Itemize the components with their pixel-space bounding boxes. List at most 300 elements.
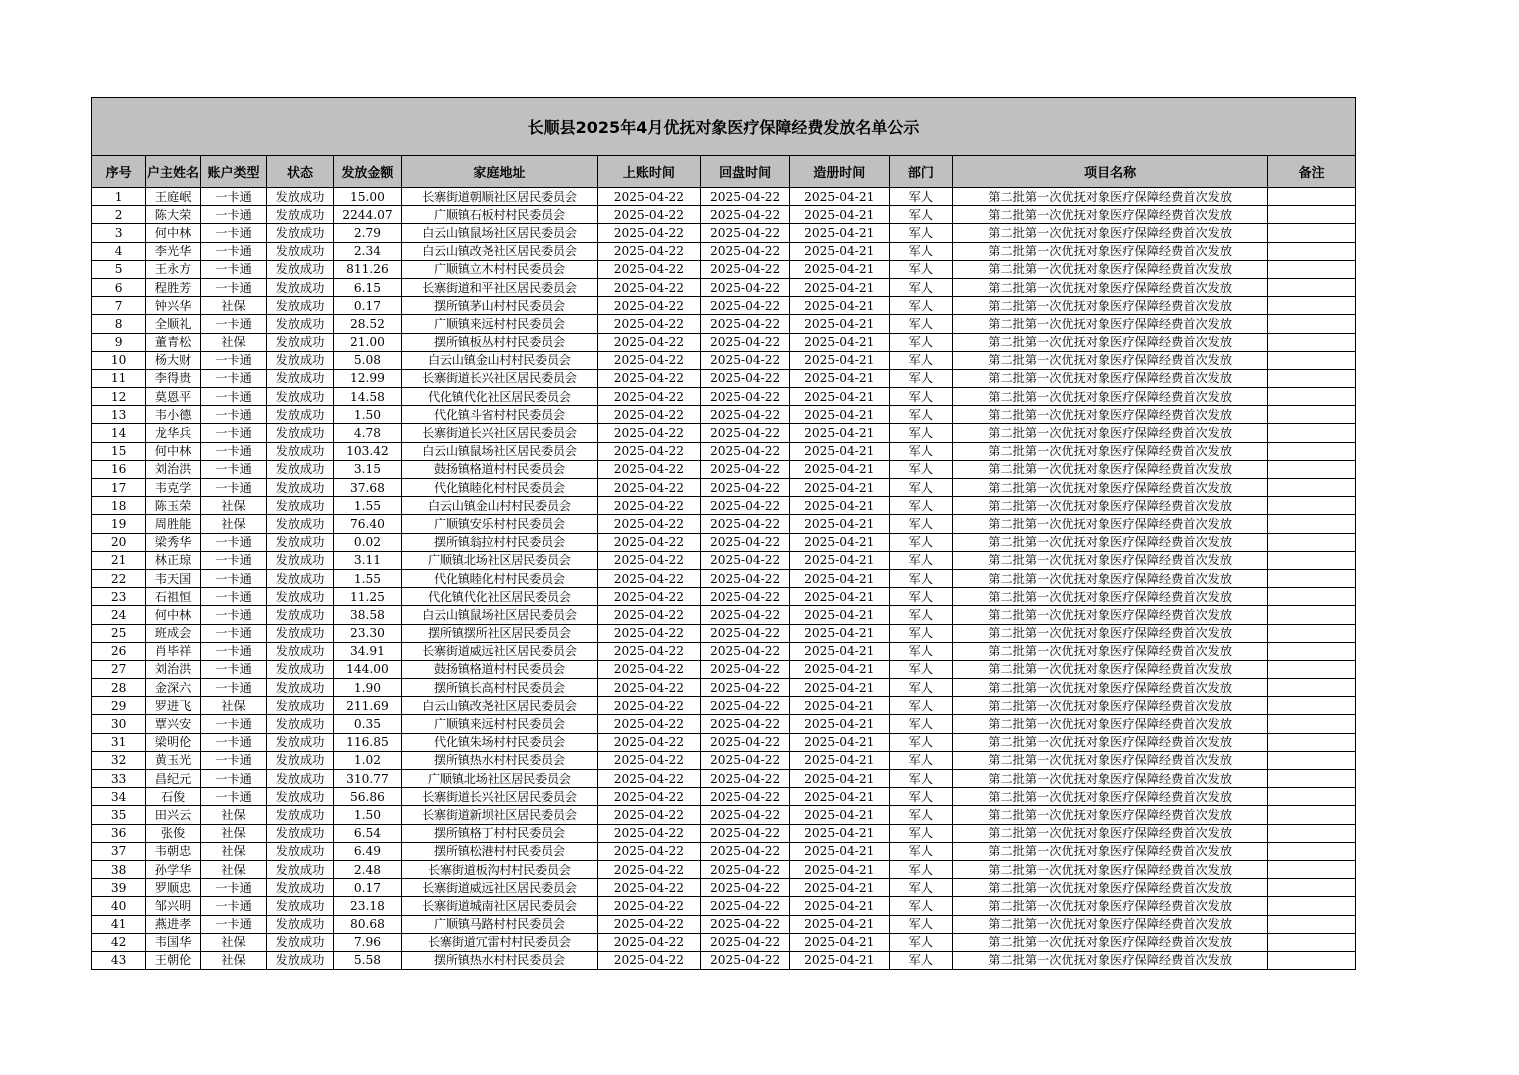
cell-col-department: 军人 — [889, 551, 952, 569]
cell-col-project: 第二批第一次优抚对象医疗保障经费首次发放 — [953, 406, 1268, 424]
cell-col-status: 发放成功 — [267, 606, 333, 624]
cell-col-householder: 覃兴安 — [146, 715, 200, 733]
cell-col-return-time: 2025-04-22 — [701, 751, 790, 769]
cell-col-householder: 罗进飞 — [146, 697, 200, 715]
table-row — [92, 588, 1356, 606]
cell-col-address: 代化镇代化社区居民委员会 — [402, 588, 597, 606]
cell-col-department: 军人 — [889, 751, 952, 769]
cell-col-department: 军人 — [889, 460, 952, 478]
cell-col-address: 鼓扬镇格道村村民委员会 — [402, 660, 597, 678]
cell-col-remark — [1268, 915, 1356, 933]
cell-col-project: 第二批第一次优抚对象医疗保障经费首次发放 — [953, 260, 1268, 278]
cell-col-account-type: 一卡通 — [200, 624, 266, 642]
cell-col-department: 军人 — [889, 260, 952, 278]
cell-col-return-time: 2025-04-22 — [701, 606, 790, 624]
cell-col-register-time: 2025-04-21 — [789, 278, 889, 296]
cell-col-index: 27 — [92, 660, 146, 678]
cell-col-project: 第二批第一次优抚对象医疗保障经费首次发放 — [953, 733, 1268, 751]
cell-col-address: 鼓扬镇格道村村民委员会 — [402, 460, 597, 478]
cell-col-department: 军人 — [889, 770, 952, 788]
cell-col-householder: 董青松 — [146, 333, 200, 351]
table-body — [92, 188, 1356, 970]
cell-col-remark — [1268, 860, 1356, 878]
cell-col-account-type: 社保 — [200, 497, 266, 515]
header-col-householder: 户主姓名 — [146, 156, 200, 188]
cell-col-householder: 林正琼 — [146, 551, 200, 569]
cell-col-credit-time: 2025-04-22 — [597, 715, 701, 733]
cell-col-return-time: 2025-04-22 — [701, 278, 790, 296]
cell-col-return-time: 2025-04-22 — [701, 297, 790, 315]
cell-col-amount: 34.91 — [333, 642, 401, 660]
cell-col-remark — [1268, 951, 1356, 969]
cell-col-department: 军人 — [889, 188, 952, 206]
cell-col-credit-time: 2025-04-22 — [597, 297, 701, 315]
cell-col-status: 发放成功 — [267, 715, 333, 733]
cell-col-householder: 韦克学 — [146, 479, 200, 497]
cell-col-amount: 15.00 — [333, 188, 401, 206]
cell-col-credit-time: 2025-04-22 — [597, 442, 701, 460]
cell-col-account-type: 一卡通 — [200, 660, 266, 678]
cell-col-project: 第二批第一次优抚对象医疗保障经费首次发放 — [953, 679, 1268, 697]
table-row — [92, 533, 1356, 551]
cell-col-register-time: 2025-04-21 — [789, 297, 889, 315]
cell-col-project: 第二批第一次优抚对象医疗保障经费首次发放 — [953, 770, 1268, 788]
cell-col-householder: 梁秀华 — [146, 533, 200, 551]
cell-col-remark — [1268, 242, 1356, 260]
cell-col-status: 发放成功 — [267, 770, 333, 788]
cell-col-remark — [1268, 278, 1356, 296]
table-row — [92, 660, 1356, 678]
cell-col-return-time: 2025-04-22 — [701, 533, 790, 551]
cell-col-status: 发放成功 — [267, 660, 333, 678]
cell-col-register-time: 2025-04-21 — [789, 333, 889, 351]
cell-col-account-type: 一卡通 — [200, 715, 266, 733]
cell-col-householder: 昌纪元 — [146, 770, 200, 788]
cell-col-project: 第二批第一次优抚对象医疗保障经费首次发放 — [953, 242, 1268, 260]
table-row — [92, 424, 1356, 442]
table-row — [92, 806, 1356, 824]
cell-col-department: 军人 — [889, 588, 952, 606]
disbursement-table — [91, 97, 1356, 970]
header-col-status: 状态 — [267, 156, 333, 188]
cell-col-address: 代化镇斗省村村民委员会 — [402, 406, 597, 424]
table-row — [92, 369, 1356, 387]
cell-col-householder: 龙华兵 — [146, 424, 200, 442]
cell-col-status: 发放成功 — [267, 915, 333, 933]
cell-col-account-type: 一卡通 — [200, 551, 266, 569]
cell-col-credit-time: 2025-04-22 — [597, 842, 701, 860]
cell-col-householder: 肖毕祥 — [146, 642, 200, 660]
cell-col-address: 长寨街道朝顺社区居民委员会 — [402, 188, 597, 206]
cell-col-address: 广顺镇来远村村民委员会 — [402, 715, 597, 733]
cell-col-return-time: 2025-04-22 — [701, 879, 790, 897]
cell-col-account-type: 一卡通 — [200, 424, 266, 442]
cell-col-department: 军人 — [889, 879, 952, 897]
cell-col-index: 40 — [92, 897, 146, 915]
cell-col-index: 20 — [92, 533, 146, 551]
header-col-account-type: 账户类型 — [200, 156, 266, 188]
cell-col-householder: 刘治洪 — [146, 460, 200, 478]
cell-col-householder: 钟兴华 — [146, 297, 200, 315]
cell-col-householder: 石俊 — [146, 788, 200, 806]
cell-col-index: 15 — [92, 442, 146, 460]
cell-col-address: 广顺镇北场社区居民委员会 — [402, 551, 597, 569]
cell-col-credit-time: 2025-04-22 — [597, 551, 701, 569]
cell-col-return-time: 2025-04-22 — [701, 260, 790, 278]
table-row — [92, 569, 1356, 587]
cell-col-credit-time: 2025-04-22 — [597, 824, 701, 842]
cell-col-status: 发放成功 — [267, 315, 333, 333]
cell-col-status: 发放成功 — [267, 388, 333, 406]
cell-col-remark — [1268, 606, 1356, 624]
cell-col-project: 第二批第一次优抚对象医疗保障经费首次发放 — [953, 788, 1268, 806]
cell-col-address: 摆所镇热水村村民委员会 — [402, 751, 597, 769]
cell-col-index: 22 — [92, 569, 146, 587]
header-col-remark: 备注 — [1268, 156, 1356, 188]
cell-col-return-time: 2025-04-22 — [701, 242, 790, 260]
cell-col-amount: 5.58 — [333, 951, 401, 969]
cell-col-register-time: 2025-04-21 — [789, 897, 889, 915]
cell-col-credit-time: 2025-04-22 — [597, 515, 701, 533]
cell-col-index: 21 — [92, 551, 146, 569]
cell-col-status: 发放成功 — [267, 642, 333, 660]
cell-col-project: 第二批第一次优抚对象医疗保障经费首次发放 — [953, 588, 1268, 606]
cell-col-account-type: 社保 — [200, 951, 266, 969]
cell-col-project: 第二批第一次优抚对象医疗保障经费首次发放 — [953, 660, 1268, 678]
cell-col-address: 长寨街道威远社区居民委员会 — [402, 642, 597, 660]
cell-col-department: 军人 — [889, 660, 952, 678]
cell-col-account-type: 社保 — [200, 842, 266, 860]
cell-col-account-type: 一卡通 — [200, 588, 266, 606]
cell-col-project: 第二批第一次优抚对象医疗保障经费首次发放 — [953, 951, 1268, 969]
cell-col-amount: 76.40 — [333, 515, 401, 533]
cell-col-address: 摆所镇格丁村村民委员会 — [402, 824, 597, 842]
cell-col-address: 长寨街道长兴社区居民委员会 — [402, 369, 597, 387]
cell-col-department: 军人 — [889, 897, 952, 915]
cell-col-return-time: 2025-04-22 — [701, 842, 790, 860]
cell-col-project: 第二批第一次优抚对象医疗保障经费首次发放 — [953, 497, 1268, 515]
table-row — [92, 715, 1356, 733]
cell-col-credit-time: 2025-04-22 — [597, 406, 701, 424]
cell-col-address: 摆所镇松港村村民委员会 — [402, 842, 597, 860]
cell-col-account-type: 一卡通 — [200, 260, 266, 278]
cell-col-return-time: 2025-04-22 — [701, 624, 790, 642]
cell-col-account-type: 社保 — [200, 297, 266, 315]
cell-col-amount: 23.30 — [333, 624, 401, 642]
cell-col-index: 6 — [92, 278, 146, 296]
cell-col-amount: 6.49 — [333, 842, 401, 860]
cell-col-register-time: 2025-04-21 — [789, 588, 889, 606]
cell-col-householder: 韦天国 — [146, 569, 200, 587]
table-row — [92, 951, 1356, 969]
cell-col-department: 军人 — [889, 679, 952, 697]
cell-col-credit-time: 2025-04-22 — [597, 697, 701, 715]
table-row — [92, 188, 1356, 206]
cell-col-return-time: 2025-04-22 — [701, 206, 790, 224]
cell-col-register-time: 2025-04-21 — [789, 260, 889, 278]
cell-col-address: 摆所镇长高村村民委员会 — [402, 679, 597, 697]
cell-col-credit-time: 2025-04-22 — [597, 642, 701, 660]
cell-col-remark — [1268, 751, 1356, 769]
cell-col-register-time: 2025-04-21 — [789, 624, 889, 642]
cell-col-credit-time: 2025-04-22 — [597, 679, 701, 697]
cell-col-status: 发放成功 — [267, 551, 333, 569]
cell-col-department: 军人 — [889, 860, 952, 878]
cell-col-status: 发放成功 — [267, 497, 333, 515]
cell-col-register-time: 2025-04-21 — [789, 770, 889, 788]
cell-col-amount: 38.58 — [333, 606, 401, 624]
cell-col-register-time: 2025-04-21 — [789, 715, 889, 733]
cell-col-project: 第二批第一次优抚对象医疗保障经费首次发放 — [953, 333, 1268, 351]
table-row — [92, 315, 1356, 333]
cell-col-remark — [1268, 933, 1356, 951]
cell-col-register-time: 2025-04-21 — [789, 515, 889, 533]
cell-col-status: 发放成功 — [267, 533, 333, 551]
cell-col-index: 33 — [92, 770, 146, 788]
cell-col-status: 发放成功 — [267, 679, 333, 697]
cell-col-return-time: 2025-04-22 — [701, 660, 790, 678]
cell-col-department: 军人 — [889, 224, 952, 242]
cell-col-credit-time: 2025-04-22 — [597, 915, 701, 933]
table-row — [92, 333, 1356, 351]
cell-col-index: 16 — [92, 460, 146, 478]
cell-col-project: 第二批第一次优抚对象医疗保障经费首次发放 — [953, 188, 1268, 206]
cell-col-householder: 韦小德 — [146, 406, 200, 424]
header-col-credit-time: 上账时间 — [597, 156, 701, 188]
cell-col-credit-time: 2025-04-22 — [597, 751, 701, 769]
cell-col-credit-time: 2025-04-22 — [597, 460, 701, 478]
cell-col-address: 白云山镇鼠场社区居民委员会 — [402, 606, 597, 624]
cell-col-amount: 2.34 — [333, 242, 401, 260]
cell-col-register-time: 2025-04-21 — [789, 206, 889, 224]
cell-col-address: 摆所镇热水村村民委员会 — [402, 951, 597, 969]
cell-col-remark — [1268, 442, 1356, 460]
cell-col-address: 长寨街道和平社区居民委员会 — [402, 278, 597, 296]
cell-col-project: 第二批第一次优抚对象医疗保障经费首次发放 — [953, 751, 1268, 769]
cell-col-return-time: 2025-04-22 — [701, 860, 790, 878]
table-row — [92, 697, 1356, 715]
table-row — [92, 897, 1356, 915]
cell-col-index: 1 — [92, 188, 146, 206]
cell-col-status: 发放成功 — [267, 860, 333, 878]
table-row — [92, 297, 1356, 315]
cell-col-index: 19 — [92, 515, 146, 533]
cell-col-householder: 杨大财 — [146, 351, 200, 369]
header-col-department: 部门 — [889, 156, 952, 188]
cell-col-register-time: 2025-04-21 — [789, 188, 889, 206]
cell-col-account-type: 一卡通 — [200, 460, 266, 478]
column-header-row — [92, 156, 1356, 188]
cell-col-credit-time: 2025-04-22 — [597, 660, 701, 678]
cell-col-remark — [1268, 624, 1356, 642]
header-col-index: 序号 — [92, 156, 146, 188]
cell-col-status: 发放成功 — [267, 824, 333, 842]
cell-col-remark — [1268, 788, 1356, 806]
cell-col-department: 军人 — [889, 369, 952, 387]
cell-col-account-type: 一卡通 — [200, 915, 266, 933]
cell-col-amount: 21.00 — [333, 333, 401, 351]
cell-col-return-time: 2025-04-22 — [701, 333, 790, 351]
cell-col-status: 发放成功 — [267, 897, 333, 915]
cell-col-account-type: 社保 — [200, 824, 266, 842]
cell-col-department: 军人 — [889, 606, 952, 624]
cell-col-return-time: 2025-04-22 — [701, 697, 790, 715]
cell-col-index: 32 — [92, 751, 146, 769]
cell-col-index: 18 — [92, 497, 146, 515]
cell-col-register-time: 2025-04-21 — [789, 569, 889, 587]
cell-col-status: 发放成功 — [267, 260, 333, 278]
cell-col-account-type: 一卡通 — [200, 606, 266, 624]
cell-col-status: 发放成功 — [267, 206, 333, 224]
cell-col-account-type: 社保 — [200, 333, 266, 351]
cell-col-status: 发放成功 — [267, 751, 333, 769]
cell-col-index: 43 — [92, 951, 146, 969]
cell-col-register-time: 2025-04-21 — [789, 369, 889, 387]
cell-col-register-time: 2025-04-21 — [789, 806, 889, 824]
cell-col-credit-time: 2025-04-22 — [597, 351, 701, 369]
cell-col-householder: 石祖恒 — [146, 588, 200, 606]
header-col-register-time: 造册时间 — [789, 156, 889, 188]
cell-col-status: 发放成功 — [267, 333, 333, 351]
cell-col-credit-time: 2025-04-22 — [597, 606, 701, 624]
cell-col-project: 第二批第一次优抚对象医疗保障经费首次发放 — [953, 315, 1268, 333]
cell-col-index: 37 — [92, 842, 146, 860]
cell-col-return-time: 2025-04-22 — [701, 369, 790, 387]
table-row — [92, 406, 1356, 424]
cell-col-amount: 1.55 — [333, 497, 401, 515]
cell-col-householder: 田兴云 — [146, 806, 200, 824]
cell-col-return-time: 2025-04-22 — [701, 479, 790, 497]
cell-col-householder: 张俊 — [146, 824, 200, 842]
cell-col-householder: 黄玉光 — [146, 751, 200, 769]
cell-col-return-time: 2025-04-22 — [701, 733, 790, 751]
cell-col-project: 第二批第一次优抚对象医疗保障经费首次发放 — [953, 533, 1268, 551]
cell-col-index: 35 — [92, 806, 146, 824]
cell-col-amount: 811.26 — [333, 260, 401, 278]
cell-col-address: 长寨街道威远社区居民委员会 — [402, 879, 597, 897]
cell-col-status: 发放成功 — [267, 278, 333, 296]
cell-col-remark — [1268, 388, 1356, 406]
cell-col-register-time: 2025-04-21 — [789, 606, 889, 624]
cell-col-amount: 4.78 — [333, 424, 401, 442]
cell-col-remark — [1268, 497, 1356, 515]
cell-col-account-type: 一卡通 — [200, 897, 266, 915]
cell-col-address: 代化镇朱场村村民委员会 — [402, 733, 597, 751]
cell-col-address: 摆所镇摆所社区居民委员会 — [402, 624, 597, 642]
table-row — [92, 824, 1356, 842]
cell-col-address: 长寨街道城南社区居民委员会 — [402, 897, 597, 915]
cell-col-index: 39 — [92, 879, 146, 897]
cell-col-register-time: 2025-04-21 — [789, 406, 889, 424]
cell-col-return-time: 2025-04-22 — [701, 897, 790, 915]
cell-col-project: 第二批第一次优抚对象医疗保障经费首次发放 — [953, 624, 1268, 642]
cell-col-status: 发放成功 — [267, 406, 333, 424]
cell-col-return-time: 2025-04-22 — [701, 460, 790, 478]
cell-col-account-type: 社保 — [200, 697, 266, 715]
cell-col-remark — [1268, 297, 1356, 315]
cell-col-remark — [1268, 806, 1356, 824]
cell-col-project: 第二批第一次优抚对象医疗保障经费首次发放 — [953, 806, 1268, 824]
cell-col-remark — [1268, 588, 1356, 606]
cell-col-department: 军人 — [889, 406, 952, 424]
cell-col-householder: 韦朝忠 — [146, 842, 200, 860]
header-col-return-time: 回盘时间 — [701, 156, 790, 188]
cell-col-amount: 0.17 — [333, 297, 401, 315]
cell-col-index: 28 — [92, 679, 146, 697]
cell-col-address: 代化镇睦化村村民委员会 — [402, 569, 597, 587]
cell-col-project: 第二批第一次优抚对象医疗保障经费首次发放 — [953, 424, 1268, 442]
table-row — [92, 278, 1356, 296]
cell-col-project: 第二批第一次优抚对象医疗保障经费首次发放 — [953, 715, 1268, 733]
cell-col-remark — [1268, 460, 1356, 478]
cell-col-status: 发放成功 — [267, 733, 333, 751]
cell-col-amount: 5.08 — [333, 351, 401, 369]
cell-col-status: 发放成功 — [267, 569, 333, 587]
cell-col-status: 发放成功 — [267, 297, 333, 315]
table-row — [92, 915, 1356, 933]
cell-col-amount: 14.58 — [333, 388, 401, 406]
cell-col-amount: 0.17 — [333, 879, 401, 897]
cell-col-account-type: 社保 — [200, 860, 266, 878]
cell-col-department: 军人 — [889, 479, 952, 497]
cell-col-amount: 3.11 — [333, 551, 401, 569]
cell-col-remark — [1268, 660, 1356, 678]
cell-col-remark — [1268, 533, 1356, 551]
cell-col-status: 发放成功 — [267, 624, 333, 642]
cell-col-credit-time: 2025-04-22 — [597, 333, 701, 351]
cell-col-register-time: 2025-04-21 — [789, 224, 889, 242]
cell-col-project: 第二批第一次优抚对象医疗保障经费首次发放 — [953, 224, 1268, 242]
cell-col-amount: 211.69 — [333, 697, 401, 715]
cell-col-project: 第二批第一次优抚对象医疗保障经费首次发放 — [953, 606, 1268, 624]
cell-col-credit-time: 2025-04-22 — [597, 533, 701, 551]
cell-col-remark — [1268, 188, 1356, 206]
table-row — [92, 351, 1356, 369]
table-row — [92, 388, 1356, 406]
cell-col-department: 军人 — [889, 278, 952, 296]
cell-col-register-time: 2025-04-21 — [789, 824, 889, 842]
cell-col-account-type: 社保 — [200, 515, 266, 533]
cell-col-project: 第二批第一次优抚对象医疗保障经费首次发放 — [953, 897, 1268, 915]
cell-col-amount: 144.00 — [333, 660, 401, 678]
table-row — [92, 860, 1356, 878]
cell-col-index: 38 — [92, 860, 146, 878]
cell-col-credit-time: 2025-04-22 — [597, 897, 701, 915]
cell-col-register-time: 2025-04-21 — [789, 915, 889, 933]
cell-col-index: 8 — [92, 315, 146, 333]
cell-col-department: 军人 — [889, 315, 952, 333]
cell-col-householder: 全顺礼 — [146, 315, 200, 333]
cell-col-credit-time: 2025-04-22 — [597, 770, 701, 788]
cell-col-status: 发放成功 — [267, 951, 333, 969]
cell-col-project: 第二批第一次优抚对象医疗保障经费首次发放 — [953, 206, 1268, 224]
cell-col-index: 2 — [92, 206, 146, 224]
cell-col-status: 发放成功 — [267, 351, 333, 369]
cell-col-index: 17 — [92, 479, 146, 497]
cell-col-status: 发放成功 — [267, 788, 333, 806]
cell-col-amount: 1.50 — [333, 806, 401, 824]
cell-col-index: 31 — [92, 733, 146, 751]
cell-col-amount: 23.18 — [333, 897, 401, 915]
cell-col-remark — [1268, 770, 1356, 788]
cell-col-status: 发放成功 — [267, 188, 333, 206]
cell-col-account-type: 一卡通 — [200, 388, 266, 406]
cell-col-department: 军人 — [889, 697, 952, 715]
cell-col-return-time: 2025-04-22 — [701, 406, 790, 424]
cell-col-credit-time: 2025-04-22 — [597, 424, 701, 442]
cell-col-index: 42 — [92, 933, 146, 951]
cell-col-register-time: 2025-04-21 — [789, 388, 889, 406]
